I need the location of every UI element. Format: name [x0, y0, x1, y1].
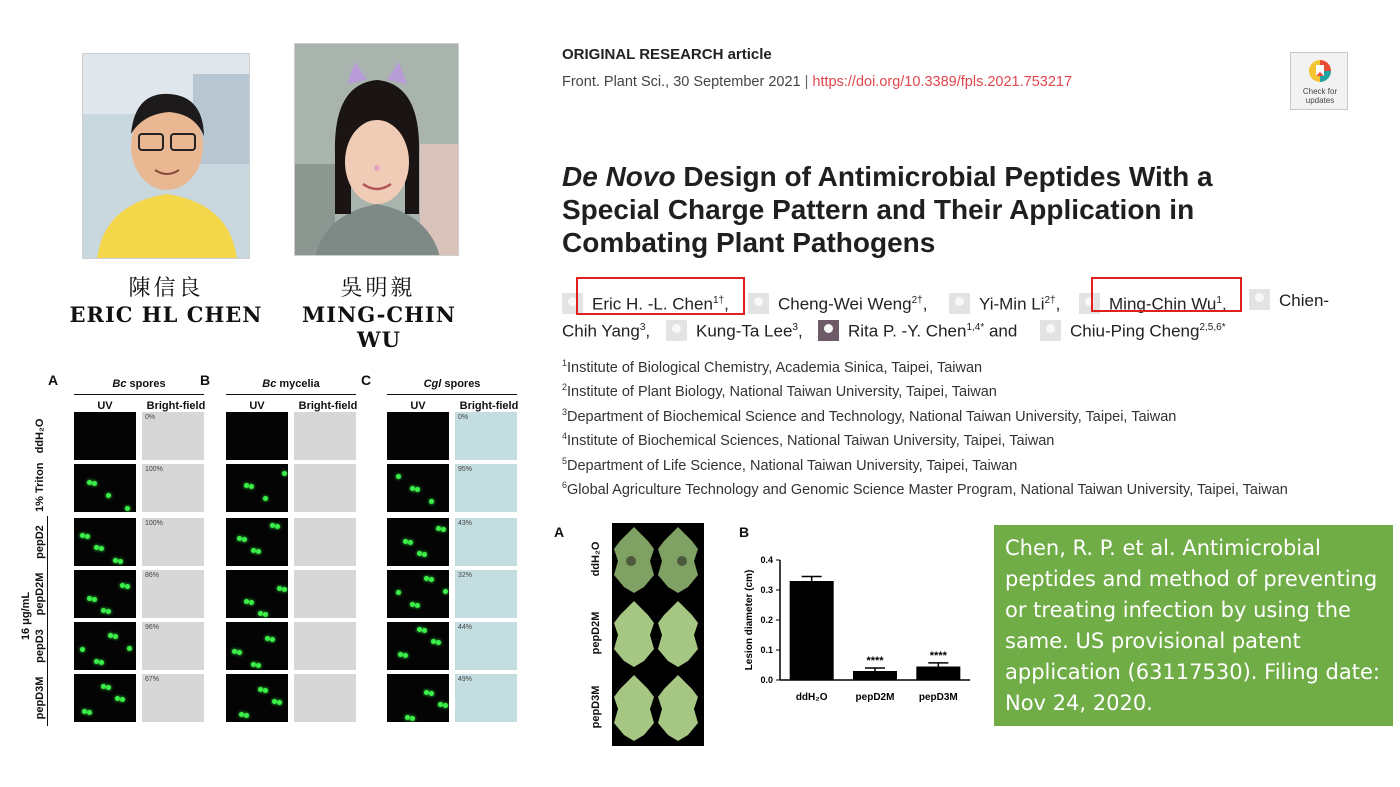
microscopy-panel-title: Bc mycelia — [262, 378, 320, 390]
english-name-1: ERIC HL CHEN — [69, 302, 263, 327]
fluorescent-spot — [80, 647, 85, 652]
chart-panel-letter: B — [739, 524, 750, 540]
row-label: pepD2M — [34, 572, 46, 616]
author-3[interactable]: Yi-Min $Li^{2\dagger}$, — [949, 287, 1060, 318]
citation-separator: | — [804, 74, 809, 90]
brightfield-image — [142, 464, 204, 512]
column-uv-label: UV — [410, 400, 426, 412]
uv-image — [226, 464, 288, 512]
fluorescent-spot — [270, 637, 275, 642]
affiliation-list — [562, 358, 1288, 504]
group-rule — [226, 394, 356, 395]
uv-image — [387, 570, 449, 618]
portrait-eric-chen — [82, 53, 250, 259]
affiliation-5: $^5$Department of Life Science, National Taiwan University, Taipei, Taiwan — [562, 455, 1018, 474]
leaf-panel-letter: A — [554, 524, 565, 540]
uv-image — [226, 570, 288, 618]
check-for-updates-button[interactable] — [1290, 52, 1348, 110]
author-photo-icon — [818, 320, 839, 341]
affiliation-6: $^6$Global Agriculture Technology and Genomic Science Master Program, National Taiwan University, Taipei, Taiwan — [562, 479, 1288, 498]
journal-citation — [562, 74, 1072, 90]
percent-label: 0% — [458, 414, 469, 421]
brightfield-image — [142, 622, 204, 670]
uv-image — [387, 464, 449, 512]
author-6[interactable]: Kung-Ta Lee$^3$, — [666, 314, 803, 345]
fluorescent-spot — [118, 559, 123, 564]
group-rule — [74, 394, 204, 395]
brightfield-image — [142, 570, 204, 618]
brightfield-image — [294, 464, 356, 512]
author-8[interactable]: Chiu-Ping Cheng$^{2,5,6*}$ — [1040, 314, 1226, 345]
fluorescent-spot — [429, 691, 434, 696]
fluorescent-spot — [244, 713, 249, 718]
uv-image — [387, 518, 449, 566]
affiliation-1: $^1$Institute of Biological Chemistry, Academia Sinica, Taipei, Taiwan — [562, 358, 983, 376]
fluorescent-spot — [125, 506, 130, 511]
fluorescent-spot — [256, 663, 261, 668]
portrait-ming-chin-wu — [294, 43, 459, 256]
uv-image — [387, 674, 449, 722]
author-avatar-icon — [949, 293, 970, 314]
author-4[interactable]: Ming-Chin Wu$^1$, — [1079, 287, 1227, 318]
percent-label: 0% — [145, 414, 156, 421]
fluorescent-spot — [396, 474, 401, 479]
fluorescent-spot — [92, 597, 97, 602]
brightfield-image — [294, 412, 356, 460]
uv-image — [74, 412, 136, 460]
author-1[interactable]: Eric H. -L. Chen$^{1\dagger}$, — [562, 287, 729, 318]
percent-label: 86% — [145, 572, 160, 579]
fluorescent-spot — [443, 589, 448, 594]
microscopy-panel-letter: B — [200, 372, 211, 388]
fluorescent-spot — [263, 688, 268, 693]
doi-link[interactable]: https://doi.org/10.3389/fpls.2021.753217 — [812, 74, 1073, 90]
check-updates-label: Check for updates — [1302, 87, 1338, 105]
fluorescent-spot — [277, 700, 282, 705]
affiliation-4: $^4$Institute of Biochemical Sciences, National Taiwan University, Taipei, Taiwan — [562, 431, 1055, 449]
highlight-box-eric-chen — [576, 277, 745, 315]
brightfield-image — [455, 412, 517, 460]
fluorescent-spot — [99, 660, 104, 665]
y-tick-label: 0.3 — [760, 585, 773, 595]
patent-note: Chen, R. P. et al. Antimicrobial peptides and method of preventing or treating infection by using the same. US provisional patent application (63117530). Filing date: Nov 24, 2020. — [994, 525, 1393, 726]
author-avatar-icon — [1249, 289, 1270, 310]
brightfield-image — [294, 674, 356, 722]
fluorescent-spot — [242, 537, 247, 542]
english-name-2: MING-CHIN WU — [302, 302, 456, 352]
fluorescent-spot — [125, 584, 130, 589]
brightfield-image — [455, 674, 517, 722]
significance-label: **** — [929, 649, 947, 662]
fluorescent-spot — [249, 484, 254, 489]
percent-label: 67% — [145, 676, 160, 683]
row-label: pepD2 — [34, 525, 46, 559]
fluorescent-spot — [127, 646, 132, 651]
fluorescent-spot — [87, 710, 92, 715]
leaf-row-label: pepD3M — [590, 685, 602, 729]
fluorescent-spot — [113, 634, 118, 639]
brightfield-image — [455, 464, 517, 512]
fluorescent-spot — [282, 471, 287, 476]
microscopy-figure — [0, 360, 540, 740]
brightfield-image — [455, 622, 517, 670]
fluorescent-spot — [263, 612, 268, 617]
fluorescent-spot — [237, 650, 242, 655]
fluorescent-spot — [256, 549, 261, 554]
brightfield-image — [294, 622, 356, 670]
chinese-name-1: 陳信良 — [128, 276, 204, 301]
fluorescent-spot — [275, 524, 280, 529]
affiliation-2: $^2$Institute of Plant Biology, National Taiwan University, Taipei, Taiwan — [562, 382, 997, 401]
uv-image — [226, 518, 288, 566]
brightfield-image — [455, 570, 517, 618]
fluorescent-spot — [92, 481, 97, 486]
row-label: 1% Triton — [34, 462, 46, 512]
fluorescent-spot — [249, 600, 254, 605]
uv-image — [387, 412, 449, 460]
fluorescent-spot — [120, 697, 125, 702]
tomato-leaf — [658, 601, 698, 667]
y-axis-title: Lesion diameter (cm) — [744, 569, 755, 671]
group-rule — [387, 394, 517, 395]
bar — [853, 671, 897, 680]
row-label: pepD3M — [34, 676, 46, 720]
percent-label: 95% — [458, 466, 473, 473]
fluorescent-spot — [106, 609, 111, 614]
brightfield-image — [294, 518, 356, 566]
fluorescent-spot — [263, 496, 268, 501]
lesion-spot — [626, 556, 636, 566]
uv-image — [387, 622, 449, 670]
chinese-name-2: 吳明親 — [340, 276, 416, 301]
x-tick-label: pepD2M — [855, 692, 895, 703]
microscopy-panel-title: Cgl spores — [423, 378, 481, 390]
x-tick-label: pepD3M — [918, 692, 958, 703]
author-5-cont[interactable]: Chih Yang$^3$, — [562, 321, 651, 341]
microscopy-panel-title: Bc spores — [112, 378, 166, 390]
uv-image — [74, 570, 136, 618]
row-label: ddH₂O — [34, 418, 46, 454]
fluorescent-spot — [99, 546, 104, 551]
fluorescent-spot — [422, 628, 427, 633]
uv-image — [74, 518, 136, 566]
author-5[interactable]: Chien- — [1249, 287, 1329, 314]
percent-label: 43% — [458, 520, 473, 527]
microscopy-panel-letter: C — [361, 372, 372, 388]
lesion-bar-chart — [738, 540, 978, 720]
article-type: ORIGINAL RESEARCH article — [562, 46, 772, 63]
fluorescent-spot — [441, 527, 446, 532]
y-tick-label: 0.4 — [760, 555, 773, 565]
column-uv-label: UV — [249, 400, 265, 412]
leaf-photos — [612, 523, 704, 746]
x-tick-label: ddH₂O — [795, 692, 828, 703]
check-updates-icon — [1308, 59, 1332, 83]
percent-label: 100% — [145, 466, 163, 473]
leaf-row-label: pepD2M — [590, 611, 602, 655]
fluorescent-spot — [415, 603, 420, 608]
tomato-leaf — [658, 675, 698, 741]
y-tick-label: 0.0 — [760, 675, 773, 685]
percent-label: 44% — [458, 624, 473, 631]
article-title — [562, 160, 1302, 259]
column-brightfield-label: Bright-field — [298, 400, 358, 412]
y-tick-label: 0.1 — [760, 645, 773, 655]
percent-label: 96% — [145, 624, 160, 631]
percent-label: 49% — [458, 676, 473, 683]
column-uv-label: UV — [97, 400, 113, 412]
author-7[interactable]: Rita P. -Y. Chen$^{1,4*}$ and — [818, 314, 1017, 345]
tomato-leaf — [614, 601, 654, 667]
highlight-box-ming-chin-wu — [1091, 277, 1242, 312]
dose-label: 16 μg/mL — [20, 591, 32, 641]
leaf-row-label: ddH₂O — [590, 541, 602, 577]
title-italic: De Novo — [562, 161, 676, 192]
fluorescent-spot — [443, 703, 448, 708]
affiliation-3: $^3$Department of Biochemical Science and Technology, National Taiwan University, Taipei, Taiwan — [562, 406, 1177, 425]
percent-label: 32% — [458, 572, 473, 579]
fluorescent-spot — [85, 534, 90, 539]
fluorescent-spot — [408, 540, 413, 545]
brightfield-image — [294, 570, 356, 618]
title-rest: Design of Antimicrobial Peptides With a Special Charge Pattern and Their Application in Combating Plant Pathogens — [562, 161, 1213, 258]
row-label: pepD3 — [34, 629, 46, 663]
tomato-leaf — [614, 675, 654, 741]
uv-image — [74, 622, 136, 670]
fluorescent-spot — [422, 552, 427, 557]
brightfield-image — [142, 674, 204, 722]
fluorescent-spot — [429, 499, 434, 504]
fluorescent-spot — [415, 487, 420, 492]
author-avatar-icon — [748, 293, 769, 314]
fluorescent-spot — [106, 685, 111, 690]
column-brightfield-label: Bright-field — [459, 400, 519, 412]
bar — [790, 581, 834, 680]
lesion-spot — [677, 556, 687, 566]
brightfield-image — [455, 518, 517, 566]
fluorescent-spot — [429, 577, 434, 582]
uv-image — [226, 622, 288, 670]
y-tick-label: 0.2 — [760, 615, 773, 625]
journal-date: Front. Plant Sci., 30 September 2021 — [562, 74, 801, 90]
fluorescent-spot — [403, 653, 408, 658]
author-avatar-icon — [1040, 320, 1061, 341]
fluorescent-spot — [436, 640, 441, 645]
uv-image — [74, 464, 136, 512]
significance-label: **** — [866, 655, 884, 667]
fluorescent-spot — [396, 590, 401, 595]
dose-bracket — [47, 516, 48, 726]
brightfield-image — [142, 412, 204, 460]
author-avatar-icon — [666, 320, 687, 341]
column-brightfield-label: Bright-field — [146, 400, 206, 412]
fluorescent-spot — [106, 493, 111, 498]
fluorescent-spot — [410, 716, 415, 721]
uv-image — [226, 412, 288, 460]
microscopy-panel-letter: A — [48, 372, 59, 388]
fluorescent-spot — [282, 587, 287, 592]
bar — [916, 667, 960, 681]
author-2[interactable]: Cheng-Wei Weng$^{2\dagger}$, — [748, 287, 927, 318]
uv-image — [74, 674, 136, 722]
percent-label: 100% — [145, 520, 163, 527]
brightfield-image — [142, 518, 204, 566]
uv-image — [226, 674, 288, 722]
leaf-photo-panel — [612, 523, 704, 746]
